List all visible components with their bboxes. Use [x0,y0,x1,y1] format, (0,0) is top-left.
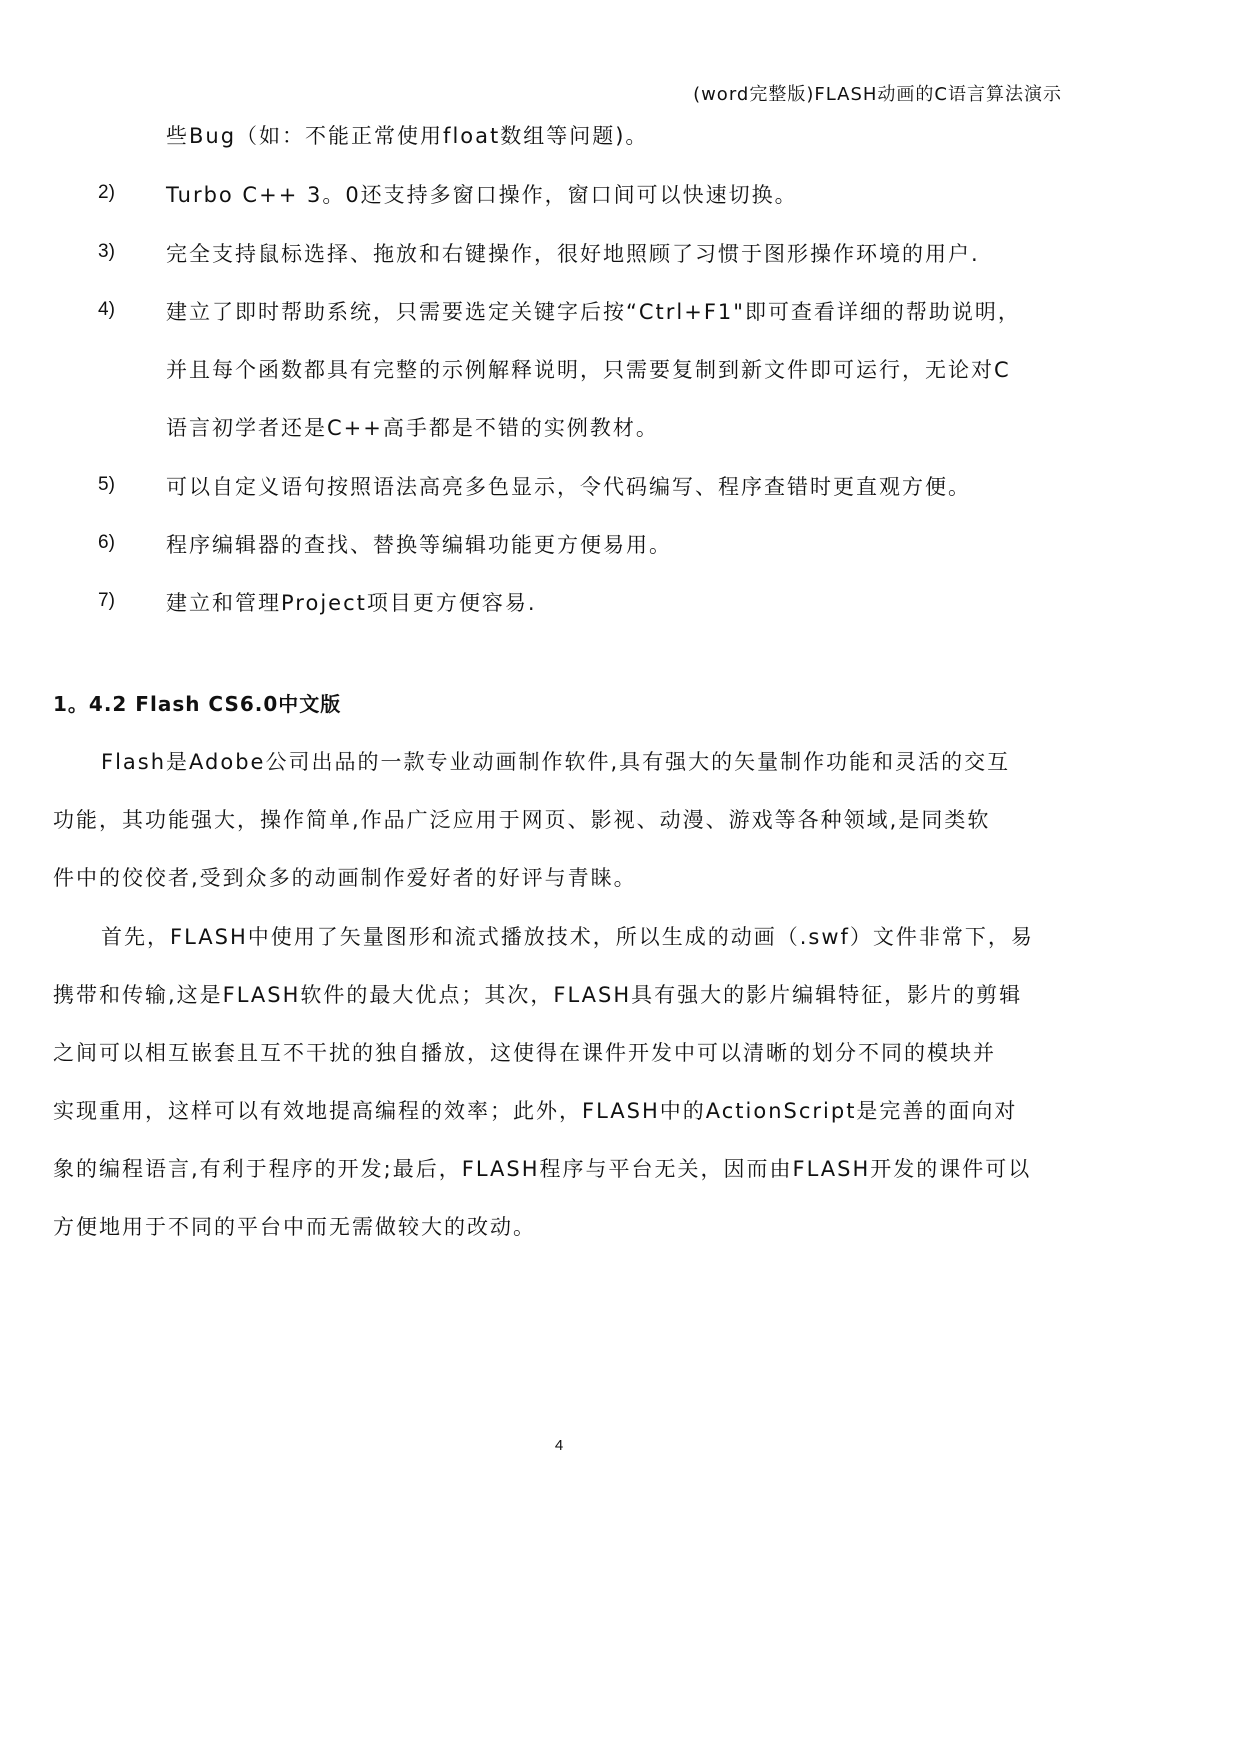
paragraph-line: 首先，FLASH中使用了矢量图形和流式播放技术，所以生成的动画（.swf）文件非常下，易 [101,925,1034,949]
list-number: 7) [98,590,115,611]
page-number: 4 [554,1437,564,1454]
list-line: 完全支持鼠标选择、拖放和右键操作，很好地照顾了习惯于图形操作环境的用户. [166,242,980,266]
paragraph-line: 功能，其功能强大，操作简单,作品广泛应用于网页、影视、动漫、游戏等各种领域,是同类软 [53,808,991,832]
paragraph-line: 之间可以相互嵌套且互不干扰的独自播放，这使得在课件开发中可以清晰的划分不同的模块并 [53,1041,996,1065]
paragraph-line: 方便地用于不同的平台中而无需做较大的改动。 [53,1215,536,1239]
section-heading: 1。4.2 Flash CS6.0中文版 [53,692,342,716]
list-number: 4) [98,299,115,320]
document-header: (word完整版)FLASH动画的C语言算法演示 [693,84,1062,105]
list-number: 2) [98,182,115,203]
paragraph-line: 象的编程语言,有利于程序的开发;最后，FLASH程序与平台无关，因而由FLASH开发的课件可以 [53,1157,1032,1181]
list-number: 6) [98,532,115,553]
list-line: 程序编辑器的查找、替换等编辑功能更方便易用。 [166,533,672,557]
list-number: 5) [98,474,115,495]
list-line: Turbo C++ 3。0还支持多窗口操作，窗口间可以快速切换。 [166,183,798,207]
list-line: 并且每个函数都具有完整的示例解释说明，只需要复制到新文件即可运行，无论对C [166,358,1011,382]
list-line: 建立了即时帮助系统，只需要选定关键字后按“Ctrl+F1"即可查看详细的帮助说明， [166,300,1021,324]
list-number: 3) [98,241,115,262]
list-line: 些Bug（如：不能正常使用float数组等问题)。 [166,124,649,148]
paragraph-line: 件中的佼佼者,受到众多的动画制作爱好者的好评与青睐。 [53,866,637,890]
paragraph-line: 实现重用，这样可以有效地提高编程的效率；此外，FLASH中的ActionScript是完善的面向对 [53,1099,1018,1123]
list-line: 语言初学者还是C++高手都是不错的实例教材。 [166,416,659,440]
list-line: 可以自定义语句按照语法高亮多色显示，令代码编写、程序查错时更直观方便。 [166,475,971,499]
list-line: 建立和管理Project项目更方便容易. [166,591,537,615]
paragraph-line: Flash是Adobe公司出品的一款专业动画制作软件,具有强大的矢量制作功能和灵活的交互 [101,750,1011,774]
paragraph-line: 携带和传输,这是FLASH软件的最大优点；其次，FLASH具有强大的影片编辑特征，影片的剪辑 [53,983,1023,1007]
